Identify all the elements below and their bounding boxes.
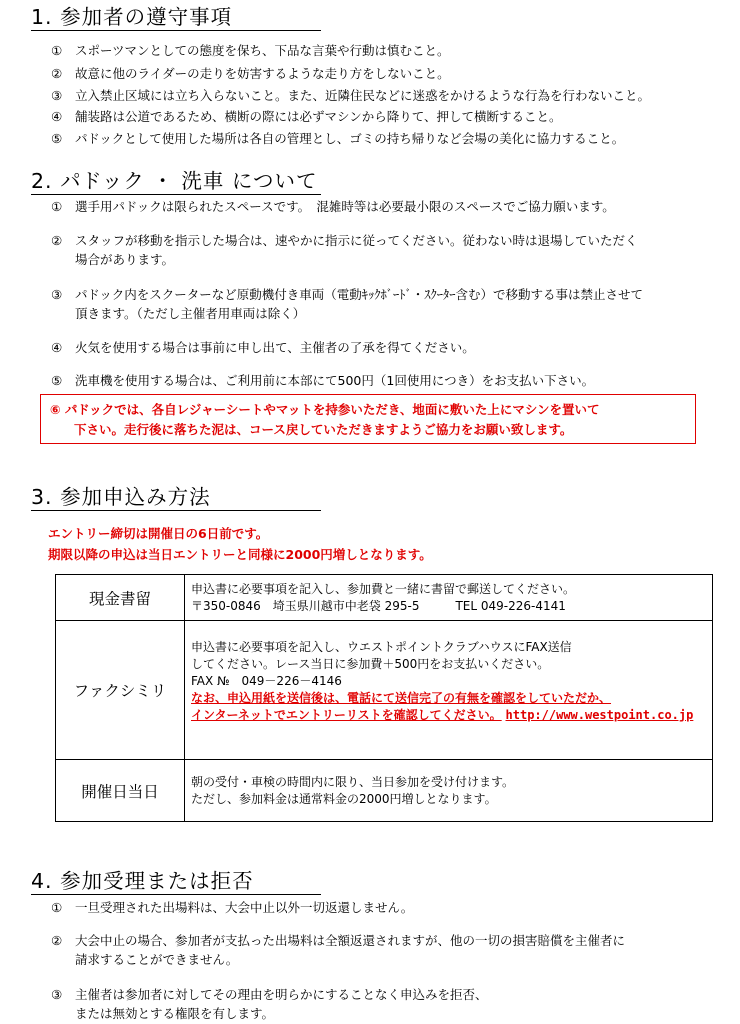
website-link[interactable]: http://www.westpoint.co.jp	[505, 708, 694, 722]
item-number: ③	[51, 287, 63, 302]
item-number: ①	[51, 900, 63, 915]
section-3-title: 3. 参加申込み方法	[31, 484, 321, 511]
item-number: ②	[51, 66, 63, 81]
highlight-line-2: 下さい。走行後に落ちた泥は、コース戻していただきますようご協力をお願い致します。	[74, 422, 573, 437]
item-text: 立入禁止区域には立ち入らないこと。また、近隣住民などに迷惑をかけるような行為を行わないこと。	[75, 88, 651, 103]
item-text: 一旦受理された出場料は、大会中止以外一切返還しません。	[75, 900, 414, 915]
list-item	[51, 985, 488, 1023]
table-row	[56, 760, 713, 822]
item-number: ①	[51, 43, 63, 58]
item-text: スタッフが移動を指示した場合は、速やかに指示に従ってください。従わない時は退場していただく	[75, 233, 638, 248]
item-text-continued: または無効とする権限を有します。	[75, 1006, 275, 1021]
item-text-continued: 請求することができません。	[75, 952, 239, 967]
section-2-title: 2. パドック ・ 洗車 について	[31, 168, 321, 195]
item-text: 洗車機を使用する場合は、ご利用前に本部にて500円（1回使用につき）をお支払い下さい。	[75, 373, 595, 388]
item-number: ⑤	[51, 373, 63, 388]
item-text: 故意に他のライダーの走りを妨害するような走り方をしないこと。	[75, 66, 450, 81]
list-item	[51, 129, 624, 148]
item-number: ②	[51, 233, 63, 248]
list-item	[51, 64, 450, 83]
desc-line: 朝の受付・車検の時間内に限り、当日参加を受け付けます。	[191, 774, 515, 789]
list-item	[51, 371, 594, 390]
item-number: ②	[51, 933, 63, 948]
desc-line: 〒350-0846 埼玉県川越市中老袋 295-5 TEL 049-226-4141	[191, 598, 566, 613]
item-number: ④	[51, 340, 63, 355]
confirm-note-line-2: インターネットでエントリーリストを確認してください。	[191, 708, 502, 722]
section-4-title: 4. 参加受理または拒否	[31, 868, 321, 895]
item-number: ③	[51, 987, 63, 1002]
late-fee-note: 期限以降の申込は当日エントリーと同様に2000円増しとなります。	[48, 547, 432, 562]
item-text: 選手用パドックは限られたスペースです。 混雑時等は必要最小限のスペースでご協力願います。	[75, 199, 615, 214]
list-item	[51, 197, 615, 216]
table-row	[56, 621, 713, 760]
list-item	[51, 898, 413, 917]
confirm-note-line-1: なお、申込用紙を送信後は、電話にて送信完了の有無を確認をしていただか、	[191, 691, 612, 705]
item-text: 主催者は参加者に対してその理由を明らかにすることなく申込みを拒否、	[75, 987, 488, 1002]
method-label: 現金書留	[56, 575, 185, 621]
list-item	[51, 107, 561, 126]
desc-line: してください。レース当日に参加費＋500円をお支払いください。	[191, 657, 550, 671]
item-text: 舗装路は公道であるため、横断の際には必ずマシンから降りて、押して横断すること。	[75, 109, 562, 124]
method-description	[185, 621, 713, 760]
item-number: ③	[51, 88, 63, 103]
item-number: ⑤	[51, 131, 63, 146]
method-description	[185, 575, 713, 621]
list-item	[51, 231, 638, 269]
application-methods-table	[55, 574, 713, 822]
desc-line: 申込書に必要事項を記入し、ウエストポイントクラブハウスにFAX送信	[191, 640, 572, 654]
desc-line: ただし、参加料金は通常料金の2000円増しとなります。	[191, 791, 497, 806]
list-item	[51, 285, 643, 323]
deadline-note: エントリー締切は開催日の6日前です。	[48, 526, 269, 541]
item-text: パドック内をスクーターなど原動機付き車両（電動ｷｯｸﾎﾞｰﾄﾞ・ｽｸｰﾀｰ含む）で移動する事は禁止させて	[75, 287, 644, 302]
item-text: 火気を使用する場合は事前に申し出て、主催者の了承を得てください。	[75, 340, 475, 355]
item-text: スポーツマンとしての態度を保ち、下品な言葉や行動は慎むこと。	[75, 43, 450, 58]
highlight-line-1: ⑥ パドックでは、各自レジャーシートやマットを持参いただき、地面に敷いた上にマシンを置いて	[50, 402, 600, 417]
item-number: ④	[51, 109, 63, 124]
list-item	[51, 86, 650, 105]
method-description	[185, 760, 713, 822]
fax-number: FAX № 049－226－4146	[191, 674, 342, 688]
section-1-title: 1. 参加者の遵守事項	[31, 4, 321, 31]
method-label: 開催日当日	[56, 760, 185, 822]
item-text: パドックとして使用した場所は各自の管理とし、ゴミの持ち帰りなど会場の美化に協力すること。	[75, 131, 625, 146]
list-item	[51, 931, 625, 969]
desc-line: 申込書に必要事項を記入し、参加費と一緒に書留で郵送してください。	[191, 581, 576, 596]
item-number: ①	[51, 199, 63, 214]
method-label: ファクシミリ	[56, 621, 185, 760]
list-item	[51, 41, 450, 60]
item-text-continued: 場合があります。	[75, 252, 175, 267]
item-text-continued: 頂きます。（ただし主催者用車両は除く）	[75, 306, 306, 321]
highlight-box	[40, 394, 696, 444]
table-row	[56, 575, 713, 621]
item-text: 大会中止の場合、参加者が支払った出場料は全額返還されますが、他の一切の損害賠償を主催者に	[75, 933, 626, 948]
list-item	[51, 338, 475, 357]
